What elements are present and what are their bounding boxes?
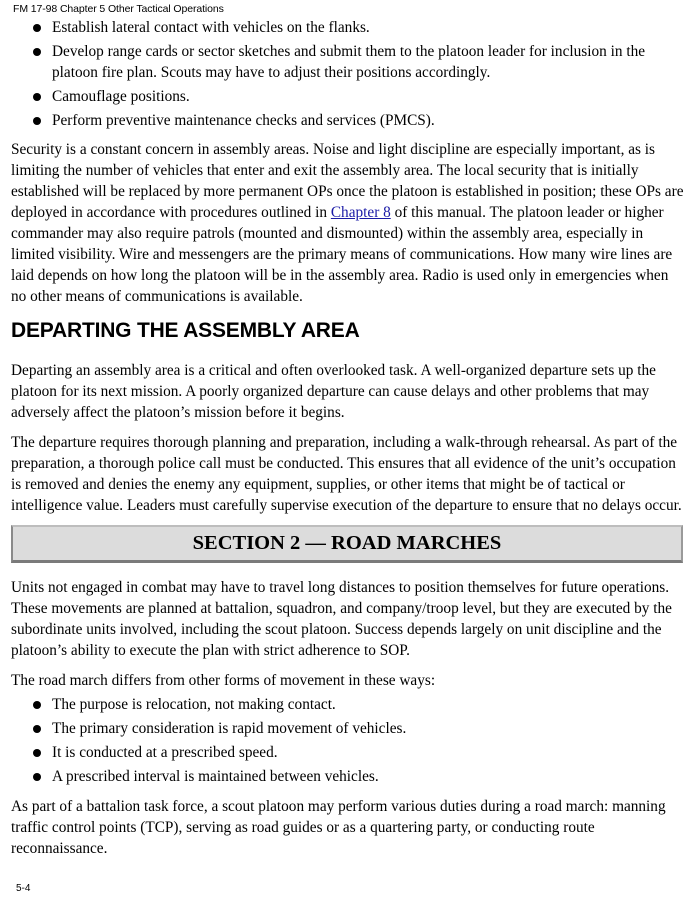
list-item: Camouflage positions. bbox=[11, 86, 686, 107]
bullet-icon bbox=[33, 725, 41, 733]
list-item: Perform preventive maintenance checks and services (PMCS). bbox=[11, 110, 686, 131]
road-marches-paragraph-1: Units not engaged in combat may have to travel long distances to position themselves for future operations. These movements are planned at battalion, squadron, and company/troop level, but they are executed by the subordinate units involved, including the scout platoon. Success depends largely on unit discipline and the platoon’s ability to execute the plan with strict adherence to SOP. bbox=[11, 579, 672, 659]
assembly-tasks-list bbox=[11, 17, 686, 131]
chapter-8-link[interactable]: Chapter 8 bbox=[330, 204, 391, 221]
bullet-icon bbox=[33, 701, 41, 709]
list-item: Develop range cards or sector sketches and submit them to the platoon leader for inclusion in the platoon fire plan. Scouts may have to adjust their positions accordingly. bbox=[11, 41, 686, 83]
bullet-icon bbox=[33, 93, 41, 101]
road-marches-paragraph-3: As part of a battalion task force, a scout platoon may perform various duties during a road march: manning traffic control points (TCP), serving as road guides or as a quartering party, or conducting route reconnaissance. bbox=[11, 798, 666, 857]
bullet-icon bbox=[33, 773, 41, 781]
list-item: Establish lateral contact with vehicles on the flanks. bbox=[11, 17, 686, 38]
departing-paragraph-1: Departing an assembly area is a critical and often overlooked task. A well-organized departure sets up the platoon for its next mission. A poorly organized departure can cause delays and other problems that may adversely affect the platoon’s mission before it begins. bbox=[11, 362, 656, 421]
list-item: The primary consideration is rapid movement of vehicles. bbox=[11, 718, 686, 739]
running-header: FM 17-98 Chapter 5 Other Tactical Operations bbox=[13, 3, 224, 15]
bullet-icon bbox=[33, 117, 41, 125]
list-item: A prescribed interval is maintained between vehicles. bbox=[11, 766, 686, 787]
departing-paragraph-2: The departure requires thorough planning and preparation, including a walk-through rehearsal. As part of the preparation, a thorough police call must be conducted. This ensures that all evidence of the unit’s occupation is removed and denies the enemy any equipment, supplies, or other items that might be of tactical or intelligence value. Leaders must carefully supervise execution of the departure to ensure that no delays occur. bbox=[11, 434, 682, 514]
list-item: It is conducted at a prescribed speed. bbox=[11, 742, 686, 763]
departing-heading: DEPARTING THE ASSEMBLY AREA bbox=[11, 319, 360, 342]
page-number: 5-4 bbox=[16, 883, 31, 894]
bullet-icon bbox=[33, 749, 41, 757]
section-title: SECTION 2 — ROAD MARCHES bbox=[192, 532, 502, 554]
bullet-icon bbox=[33, 24, 41, 32]
road-marches-paragraph-2: The road march differs from other forms of movement in these ways: bbox=[11, 672, 436, 689]
security-paragraph: Security is a constant concern in assembly areas. Noise and light discipline are especially important, as is limiting the number of vehicles that enter and exit the assembly area. The local security that is initially established will be replaced by more permanent OPs once the platoon is established in position; these OPs are deployed in accordance with procedures outlined in Chapter 8 of this manual. The platoon leader or higher commander may also require patrols (mounted and dismounted) within the assembly area, especially in limited visibility. Wire and messengers are the primary means of communications. How many wire lines are laid depends on how long the platoon will be in the assembly area. Radio is used only in emergencies when no other means of communications is available. bbox=[11, 141, 684, 305]
list-item: The purpose is relocation, not making contact. bbox=[11, 694, 686, 715]
road-march-differences-list bbox=[11, 694, 686, 787]
bullet-icon bbox=[33, 48, 41, 56]
section-title-box bbox=[11, 525, 683, 563]
page-content bbox=[11, 17, 686, 859]
